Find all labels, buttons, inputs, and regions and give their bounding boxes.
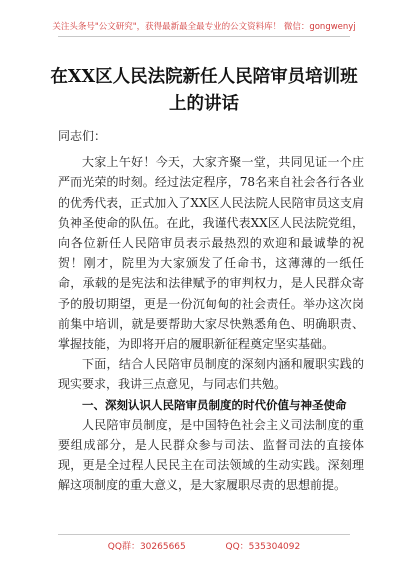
footer-qq-group: QQ群：30265665 — [107, 542, 186, 552]
section-heading: 一、深刻认识人民陪审员制度的时代价值与神圣使命 — [82, 397, 347, 412]
salutation: 同志们： — [58, 129, 107, 143]
footer-qq-number: QQ：535304092 — [225, 542, 301, 552]
footer-divider — [58, 534, 350, 535]
document-title: 在XX区人民法院新任人民陪审员培训班上的讲话 — [50, 67, 358, 114]
header-divider — [58, 36, 350, 37]
paragraph-section-one: 人民陪审员制度，是中国特色社会主义司法制度的重要组成部分，是人民群众参与司法、监督司法的直接体现，更是全过程人民民主在司法领域的生动实践。深刻理解这项制度的重大意义，是大家履职尽责的思想前提。 — [58, 417, 364, 493]
paragraph-opening: 大家上午好！今天，大家齐聚一堂，共同见证一个庄严而光荣的时刻。经过法定程序，78名来自社会各行各业的优秀代表，正式加入了XX区人民法院人民陪审员这支肩负神圣使命的队伍。在此，我谨代表XX区人民法院党组，向各位新任人民陪审员表示最热烈的欢迎和最诚挚的祝贺！刚才，院里为大家颁发了任命书，这薄薄的一纸任命，承载的是宪法和法律赋予的审判权力，是人民群众寄予的殷切期望，更是一份沉甸甸的社会责任。举办这次岗前集中培训，就是要帮助大家尽快熟悉角色、明确职责、掌握技能，为即将开启的履职新征程奠定坚实基础。 — [58, 155, 364, 352]
paragraph-outline: 下面，结合人民陪审员制度的深刻内涵和履职实践的现实要求，我讲三点意见，与同志们共勉。 — [58, 357, 364, 392]
header-banner: 关注头条号"公文研究"，获得最新最全最专业的公文资料库！ 微信：gongwenyj — [52, 22, 356, 32]
document-body — [58, 126, 364, 496]
footer-banner — [0, 539, 408, 552]
